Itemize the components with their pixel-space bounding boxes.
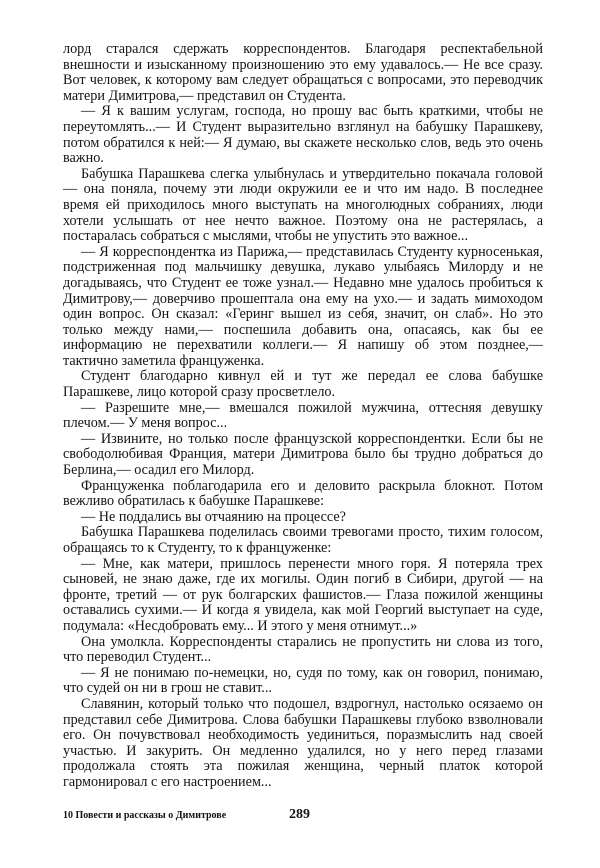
paragraph: — Разрешите мне,— вмешался пожилой мужчина, оттесняя девушку плечом.— У меня вопрос... (63, 399, 543, 432)
paragraph: Она умолкла. Корреспонденты старались не пропустить ни слова из того, что переводил Студент... (63, 633, 543, 666)
paragraph: — Я не понимаю по-немецки, но, судя по тому, как он говорил, понимаю, что судей он ни в грош не ставит... (63, 664, 543, 697)
paragraph: Славянин, который только что подошел, вздрогнул, настолько осязаемо он представил себе Димитрова. Слова бабушки Парашкевы глубоко взволновали его. Он почувствовал необходимость уединиться, поразмыслить над своей участью. И закурить. Он медленно удалился, но у него перед глазами продолжала стоять эта пожилая женщина, черный платок которой гармонировал с его настроением... (63, 695, 543, 790)
printer-signature: 10 Повести и рассказы о Димитрове (63, 810, 227, 821)
paragraph: — Я корреспондентка из Парижа,— представилась Студенту курносенькая, подстриженная под мальчишку девушка, лукаво улыбаясь Милорду и не догадываясь, что Студент ее тоже узнал.— Недавно мне удалось пробиться к Димитрову,— доверчиво прошептала она ему на ухо.— и задать мимоходом один вопрос. Он сказал: «Геринг вышел из себя, значит, он слаб». Но это только между нами,— поспешила добавить она, опасаясь, как бы ее информацию не перехватили коллеги.— Я напишу об этом позднее,— тактично заметила француженка. (63, 243, 543, 369)
paragraph: Француженка поблагодарила его и деловито раскрыла блокнот. Потом вежливо обратилась к бабушке Парашкеве: (63, 477, 543, 510)
paragraph: — Мне, как матери, пришлось перенести много горя. Я потеряла трех сыновей, не знаю даже, где их могилы. Один погиб в Сибири, другой — на фронте, третий — от рук болгарских фашистов.— Глаза пожилой женщины оставались сухими.— И когда я увидела, как мой Георгий выступает на суде, подумала: «Несдобровать ему... И этого у меня отнимут...» (63, 555, 543, 634)
paragraph: — Извините, но только после французской корреспондентки. Если бы не свободолюбивая Франция, матери Димитрова было бы трудно добраться до Берлина,— осадил его Милорд. (63, 430, 543, 479)
page-number: 289 (289, 807, 310, 822)
paragraph: лорд старался сдержать корреспондентов. Благодаря респектабельной внешности и изысканному произношению это ему удавалось.— Не все сразу. Вот человек, к которому вам следует обращаться с вопросами, это переводчик матери Димитрова,— представил он Студента. (63, 41, 543, 104)
page-footer (63, 807, 543, 825)
paragraph: — Я к вашим услугам, господа, но прошу вас быть краткими, чтобы не переутомлять...— И Студент выразительно взглянул на бабушку Парашкеву, потом обратился к ней:— Я думаю, вы скажете несколько слов, ведь это очень важно. (63, 103, 543, 167)
body-text (63, 42, 543, 791)
paragraph: Бабушка Парашкева слегка улыбнулась и утвердительно покачала головой — она поняла, почему эти люди окружили ее и что им надо. В последнее время ей приходилось много выступать на многолюдных собраниях, люди хотели услышать от нее нечто важное. Поэтому она не растерялась, а постаралась собраться с мыслями, чтобы не упустить это важное... (63, 165, 543, 245)
paragraph: Студент благодарно кивнул ей и тут же передал ее слова бабушке Парашкеве, лицо которой сразу просветлело. (63, 368, 543, 401)
paragraph: — Не поддались вы отчаянию на процессе? (81, 508, 346, 525)
paragraph: Бабушка Парашкева поделилась своими тревогами просто, тихим голосом, обращаясь то к Студенту, то к француженке: (63, 524, 543, 556)
